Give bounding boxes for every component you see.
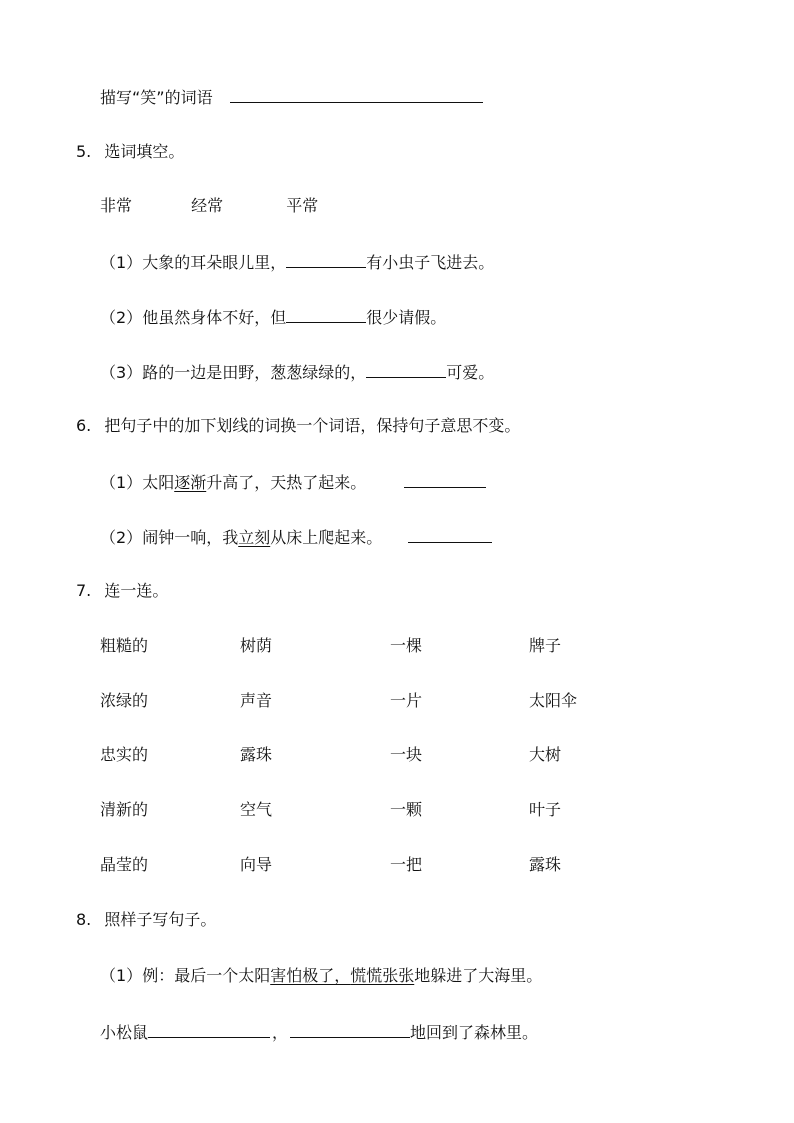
q5-item-text-after: 可爱。 bbox=[446, 363, 495, 382]
q5-item-blank[interactable] bbox=[286, 251, 366, 268]
q7-object[interactable]: 露珠 bbox=[529, 855, 562, 874]
q7-noun[interactable]: 露珠 bbox=[240, 745, 273, 764]
q5-item-text-after: 有小虫子飞进去。 bbox=[366, 253, 495, 272]
q7-object[interactable]: 太阳伞 bbox=[529, 691, 578, 710]
q4-label: 描写“笑”的词语 bbox=[100, 88, 213, 107]
q8-example-underlined: 慌慌张张 bbox=[350, 966, 415, 985]
q5-item-number: （1） bbox=[100, 253, 143, 272]
q5-choice: 非常 bbox=[100, 196, 133, 215]
q8-heading bbox=[76, 910, 216, 930]
q5-word-choices bbox=[100, 196, 318, 216]
q6-underlined-word: 立刻 bbox=[238, 528, 271, 547]
q7-adjective[interactable]: 清新的 bbox=[100, 800, 149, 819]
q7-object[interactable]: 叶子 bbox=[529, 800, 562, 819]
q8-exercise-start: 小松鼠 bbox=[100, 1023, 149, 1042]
q7-noun[interactable]: 向导 bbox=[240, 855, 273, 874]
q7-adjective[interactable]: 浓绿的 bbox=[100, 691, 149, 710]
q5-heading bbox=[76, 142, 184, 162]
q5-item-1 bbox=[100, 251, 494, 271]
q4-answer-blank[interactable] bbox=[230, 86, 483, 103]
q6-item-1 bbox=[100, 471, 486, 491]
q5-item-2 bbox=[100, 306, 446, 326]
q7-noun[interactable]: 树荫 bbox=[240, 636, 273, 655]
q6-answer-blank[interactable] bbox=[408, 526, 492, 543]
q8-answer-blank[interactable] bbox=[148, 1021, 270, 1038]
q7-measure-word[interactable]: 一颗 bbox=[390, 800, 423, 819]
q7-noun[interactable]: 空气 bbox=[240, 800, 273, 819]
q5-item-text-before: 他虽然身体不好，但 bbox=[142, 308, 287, 327]
q7-adjective[interactable]: 粗糙的 bbox=[100, 636, 149, 655]
q8-example-suffix: 地躲进了大海里。 bbox=[414, 966, 543, 985]
q6-item-text-pre: 太阳 bbox=[142, 473, 175, 492]
q5-number: 5. bbox=[76, 142, 92, 161]
q6-underlined-word: 逐渐 bbox=[174, 473, 207, 492]
q5-item-number: （2） bbox=[100, 308, 143, 327]
q8-title: 照样子写句子。 bbox=[104, 910, 217, 929]
q4-describe-laugh-line bbox=[100, 86, 483, 106]
q7-adjective[interactable]: 晶莹的 bbox=[100, 855, 149, 874]
q8-exercise-end: 地回到了森林里。 bbox=[410, 1023, 539, 1042]
q7-number: 7. bbox=[76, 581, 92, 600]
q6-item-2 bbox=[100, 526, 492, 546]
q6-item-text-post: 升高了，天热了起来。 bbox=[206, 473, 367, 492]
q6-item-text-post: 从床上爬起来。 bbox=[270, 528, 383, 547]
q7-measure-word[interactable]: 一块 bbox=[390, 745, 423, 764]
q5-item-text-before: 大象的耳朵眼儿里， bbox=[142, 253, 287, 272]
q7-measure-word[interactable]: 一棵 bbox=[390, 636, 423, 655]
q7-adjective[interactable]: 忠实的 bbox=[100, 745, 149, 764]
q8-example-prefix: 例：最后一个太阳 bbox=[142, 966, 271, 985]
q8-example bbox=[100, 966, 542, 986]
q7-noun[interactable]: 声音 bbox=[240, 691, 273, 710]
q5-item-3 bbox=[100, 361, 494, 381]
q8-example-number: （1） bbox=[100, 966, 143, 985]
q5-item-text-before: 路的一边是田野，葱葱绿绿的， bbox=[142, 363, 367, 382]
q5-item-text-after: 很少请假。 bbox=[366, 308, 447, 327]
q6-item-number: （2） bbox=[100, 528, 143, 547]
q5-choice: 平常 bbox=[286, 196, 319, 215]
q7-measure-word[interactable]: 一把 bbox=[390, 855, 423, 874]
q5-item-blank[interactable] bbox=[366, 361, 446, 378]
q8-example-underlined: 害怕极了， bbox=[270, 966, 351, 985]
q5-item-number: （3） bbox=[100, 363, 143, 382]
q7-heading bbox=[76, 581, 168, 601]
q6-item-number: （1） bbox=[100, 473, 143, 492]
q7-title: 连一连。 bbox=[104, 581, 169, 600]
q6-title: 把句子中的加下划线的词换一个词语，保持句子意思不变。 bbox=[104, 416, 521, 435]
q7-object[interactable]: 大树 bbox=[529, 745, 562, 764]
q8-number: 8. bbox=[76, 910, 92, 929]
q8-answer-blank[interactable] bbox=[290, 1021, 410, 1038]
q6-number: 6. bbox=[76, 416, 92, 435]
q6-heading bbox=[76, 416, 520, 436]
q6-item-text-pre: 闹钟一响，我 bbox=[142, 528, 239, 547]
q8-exercise-comma: ， bbox=[272, 1023, 289, 1042]
q5-item-blank[interactable] bbox=[286, 306, 366, 323]
q7-object[interactable]: 牌子 bbox=[529, 636, 562, 655]
q7-measure-word[interactable]: 一片 bbox=[390, 691, 423, 710]
q8-exercise bbox=[100, 1021, 538, 1041]
q5-title: 选词填空。 bbox=[104, 142, 185, 161]
q5-choice: 经常 bbox=[191, 196, 224, 215]
q6-answer-blank[interactable] bbox=[404, 471, 486, 488]
